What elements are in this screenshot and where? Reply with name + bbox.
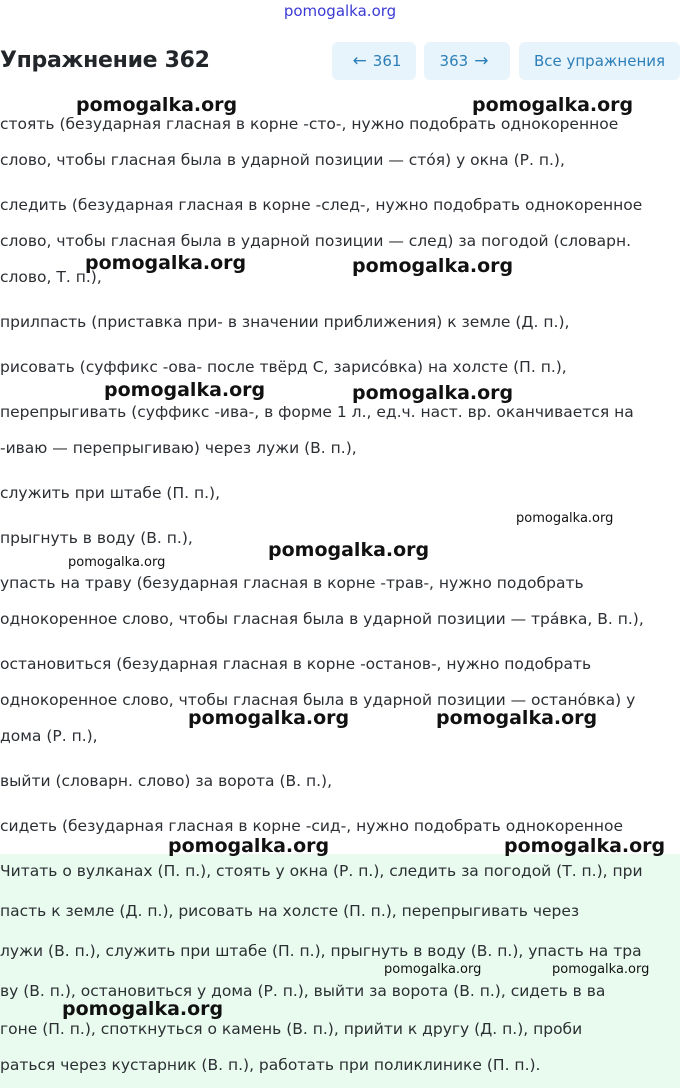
watermark: pomogalka.org [504, 835, 666, 857]
answer-line: гоне (П. п.), споткнуться о камень (В. п.), прийти к другу (Д. п.), проби [0, 1020, 583, 1038]
solution-line: слово, чтобы гласная была в ударной позиции — след) за погодой (словарн. [0, 232, 632, 250]
answer-line: лужи (В. п.), служить при штабе (П. п.), прыгнуть в воду (В. п.), упасть на тра [0, 942, 642, 960]
watermark: pomogalka.org [384, 962, 482, 977]
watermark: pomogalka.org [76, 94, 238, 116]
watermark: pomogalka.org [268, 539, 430, 561]
next-exercise-button[interactable] [424, 42, 510, 80]
solution-line: перепрыгивать (суффикс -ива-, в форме 1 л., ед.ч. наст. вр. оканчивается на [0, 403, 634, 421]
solution-line: однокоренное слово, чтобы гласная была в ударной позиции — тра́вка, В. п.), [0, 610, 644, 628]
watermark: pomogalka.org [552, 962, 650, 977]
watermark: pomogalka.org [352, 255, 514, 277]
solution-line: сидеть (безударная гласная в корне -сид-, нужно подобрать однокоренное [0, 817, 624, 835]
solution-line: дома (Р. п.), [0, 727, 98, 745]
arrow-left-icon: ← [352, 51, 367, 71]
watermark: pomogalka.org [68, 555, 166, 570]
solution-line: слово, чтобы гласная была в ударной позиции — сто́я) у окна (Р. п.), [0, 151, 565, 169]
solution-line: слово, Т. п.), [0, 268, 102, 286]
prev-exercise-label: 361 [372, 52, 402, 70]
exercise-header [0, 40, 680, 82]
solution-line: служить при штабе (П. п.), [0, 484, 221, 502]
watermark: pomogalka.org [188, 707, 350, 729]
solution-line: рисовать (суффикс -ова- после твёрд С, зарисо́вка) на холсте (П. п.), [0, 358, 567, 376]
site-watermark: pomogalka.org [283, 2, 397, 20]
answer-line: пасть к земле (Д. п.), рисовать на холсте (П. п.), перепрыгивать через [0, 902, 580, 920]
page-title: Упражнение 362 [0, 48, 210, 73]
solution-line: прилпасть (приставка при- в значении приближения) к земле (Д. п.), [0, 313, 570, 331]
answer-line: раться через кустарник (В. п.), работать при поликлинике (П. п.). [0, 1056, 541, 1074]
all-exercises-button[interactable]: Все упражнения [519, 42, 680, 80]
watermark: pomogalka.org [85, 252, 247, 274]
answer-line: Читать о вулканах (П. п.), стоять у окна (Р. п.), следить за погодой (Т. п.), при [0, 862, 643, 880]
watermark: pomogalka.org [436, 707, 598, 729]
solution-line: выйти (словарн. слово) за ворота (В. п.), [0, 772, 333, 790]
solution-line: следить (безударная гласная в корне -след-, нужно подобрать однокоренное [0, 196, 643, 214]
watermark: pomogalka.org [168, 835, 330, 857]
next-exercise-label: 363 [439, 52, 469, 70]
arrow-right-icon: → [474, 51, 489, 71]
solution-line: однокоренное слово, чтобы гласная была в ударной позиции — остано́вка) у [0, 691, 636, 709]
solution-line: -иваю — перепрыгиваю) через лужи (В. п.), [0, 439, 357, 457]
solution-line: прыгнуть в воду (В. п.), [0, 529, 193, 547]
solution-line: стоять (безударная гласная в корне -сто-, нужно подобрать однокоренное [0, 115, 619, 133]
watermark: pomogalka.org [472, 94, 634, 116]
prev-exercise-button[interactable] [332, 42, 416, 80]
watermark: pomogalka.org [104, 379, 266, 401]
answer-line: ву (В. п.), остановиться у дома (Р. п.), выйти за ворота (В. п.), сидеть в ва [0, 982, 606, 1000]
solution-line: упасть на траву (безударная гласная в корне -трав-, нужно подобрать [0, 574, 584, 592]
watermark: pomogalka.org [352, 382, 514, 404]
solution-line: остановиться (безударная гласная в корне -останов-, нужно подобрать [0, 655, 592, 673]
watermark: pomogalka.org [516, 511, 614, 526]
watermark: pomogalka.org [62, 998, 224, 1020]
